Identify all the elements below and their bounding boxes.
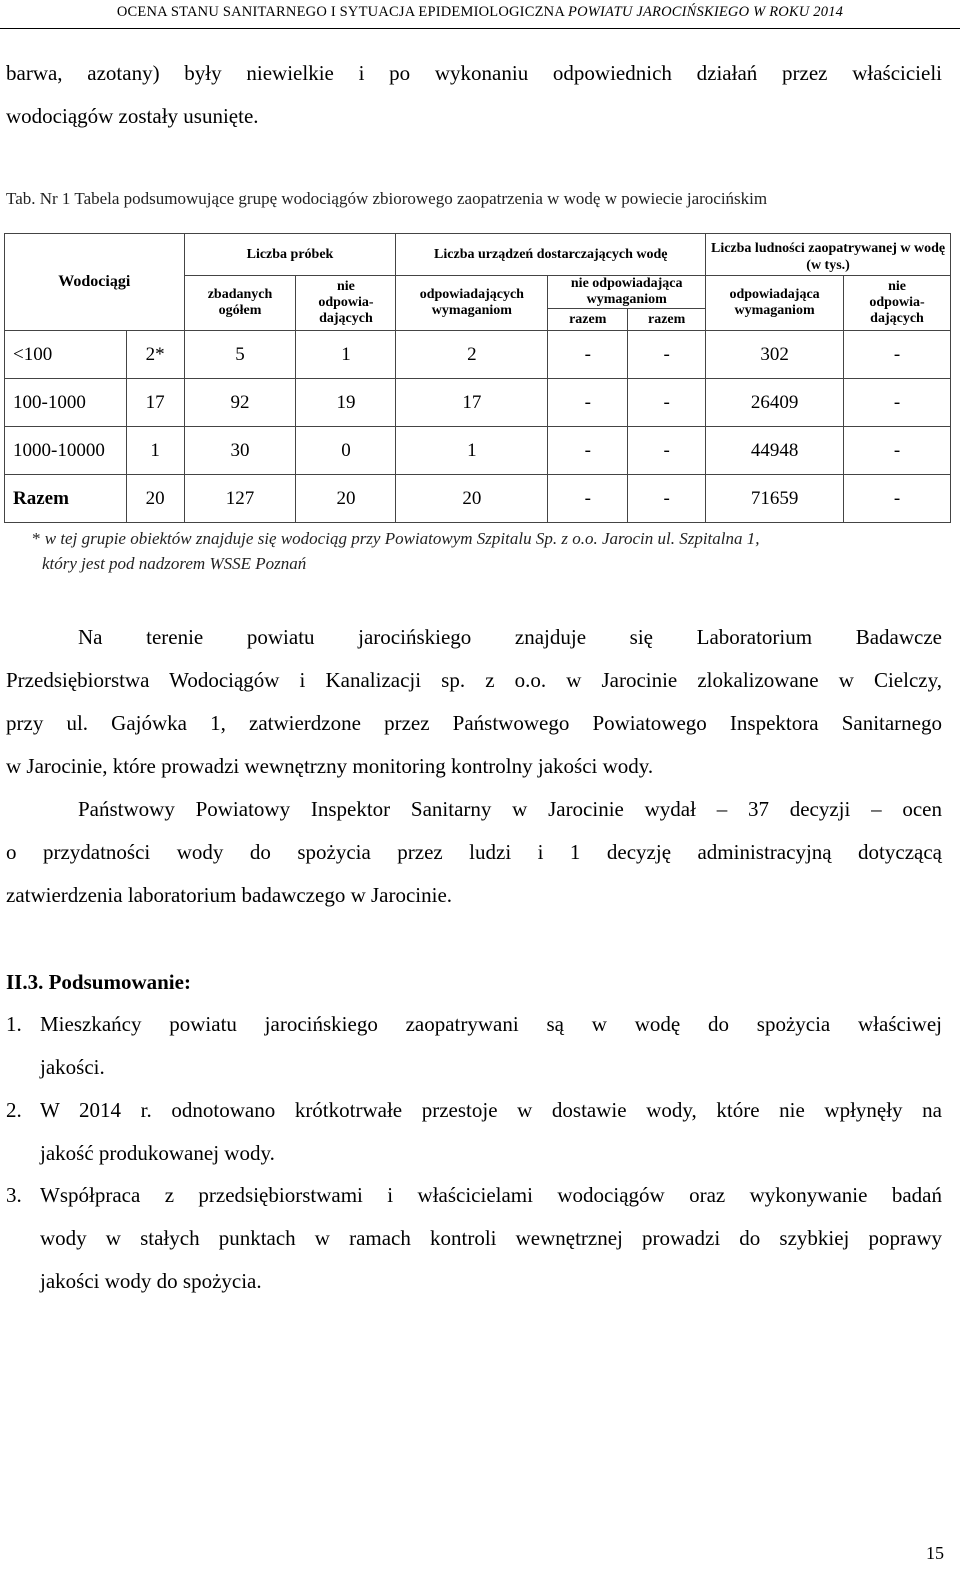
cell: 302 <box>706 331 844 379</box>
list-line: jakość produkowanej wody. <box>40 1141 275 1165</box>
header-liczba-ludnosci: Liczba ludności zaopatrywanej w wodę (w tys.) <box>706 234 951 276</box>
cell: - <box>628 379 706 427</box>
header-wodociagi: Wodociągi <box>5 234 185 331</box>
row-label: 1000-10000 <box>5 427 127 475</box>
list-line: W 2014 r. odnotowano krótkotrwałe przestoje w dostawie wody, które nie wpłynęły na <box>40 1098 942 1122</box>
table-row <box>5 379 951 427</box>
cell: 26409 <box>706 379 844 427</box>
cell: - <box>844 427 951 475</box>
paragraph-ppis-line3: zatwierdzenia laboratorium badawczego w Jarocinie. <box>6 883 453 907</box>
header-odpowiadajacych-wymaganiom: odpowiadających wymaganiom <box>396 276 548 331</box>
list-number: 3. <box>6 1183 22 1207</box>
header-liczba-urzadzen: Liczba urządzeń dostarczających wodę <box>396 234 706 276</box>
header-zbadanych: zbadanych ogółem <box>184 276 296 331</box>
cell: - <box>628 475 706 523</box>
paragraph-ppis-line2: o przydatności wody do spożycia przez ludzi i 1 decyzję administracyjną dotyczącą <box>6 840 942 864</box>
running-header <box>0 0 960 26</box>
cell: 1 <box>126 427 184 475</box>
cell: 20 <box>296 475 396 523</box>
waterworks-table <box>4 233 951 523</box>
list-item <box>6 1089 942 1175</box>
cell: 30 <box>184 427 296 475</box>
header-liczba-probek: Liczba próbek <box>184 234 396 276</box>
cell: - <box>548 379 628 427</box>
page-number: 15 <box>926 1543 944 1563</box>
header-razem-1: razem <box>548 309 628 331</box>
row-label: <100 <box>5 331 127 379</box>
header-divider <box>0 28 960 29</box>
cell: - <box>844 379 951 427</box>
list-line: jakości. <box>40 1055 105 1079</box>
table-footnote <box>32 526 942 576</box>
paragraph-lab-line4: w Jarocinie, które prowadzi wewnętrzny monitoring kontrolny jakości wody. <box>6 754 654 778</box>
cell: 20 <box>396 475 548 523</box>
cell: - <box>844 331 951 379</box>
cell: 17 <box>126 379 184 427</box>
header-nie-odpowiadajaca-wymaganiom: nie odpowiadająca wymaganiom <box>548 276 706 309</box>
header-nie-odpowiadajacych-ludnosc: nie odpowia-dających <box>844 276 951 331</box>
cell: 0 <box>296 427 396 475</box>
list-line: jakości wody do spożycia. <box>40 1269 262 1293</box>
header-nie-odpowiadajacych-probki: nie odpowia-dających <box>296 276 396 331</box>
paragraph-top-line1: barwa, azotany) były niewielkie i po wykonaniu odpowiednich działań przez właścicieli <box>6 61 942 85</box>
row-label: 100-1000 <box>5 379 127 427</box>
cell: 1 <box>296 331 396 379</box>
footnote-marker: * <box>32 529 41 548</box>
cell: 2* <box>126 331 184 379</box>
footnote-line1: w tej grupie obiektów znajduje się wodociąg przy Powiatowym Szpitalu Sp. z o.o. Jarocin ul. Szpitalna 1, <box>40 529 760 548</box>
paragraph-ppis-line1: Państwowy Powiatowy Inspektor Sanitarny w Jarocinie wydał – 37 decyzji – ocen <box>78 797 942 821</box>
cell: - <box>548 427 628 475</box>
cell: - <box>548 331 628 379</box>
cell: - <box>844 475 951 523</box>
header-title-italic: POWIATU JAROCIŃSKIEGO W ROKU 2014 <box>568 4 844 20</box>
cell: 92 <box>184 379 296 427</box>
list-number: 1. <box>6 1012 22 1036</box>
paragraph-top-line2: wodociągów zostały usunięte. <box>6 104 259 128</box>
cell: 2 <box>396 331 548 379</box>
table-caption: Tab. Nr 1 Tabela podsumowujące grupę wodociągów zbiorowego zaopatrzenia w wodę w powiecie jarocińskim <box>6 189 768 208</box>
list-line: Współpraca z przedsiębiorstwami i właścicielami wodociągów oraz wykonywanie badań <box>40 1183 942 1207</box>
paragraph-lab-line1: Na terenie powiatu jarocińskiego znajduje się Laboratorium Badawcze <box>78 625 942 649</box>
paragraph-lab-line2: Przedsiębiorstwa Wodociągów i Kanalizacji sp. z o.o. w Jarocinie zlokalizowane w Cielczy, <box>6 668 942 692</box>
list-item <box>6 1174 942 1303</box>
paragraph-lab-line3: przy ul. Gajówka 1, zatwierdzone przez Państwowego Powiatowego Inspektora Sanitarnego <box>6 711 942 735</box>
cell: 71659 <box>706 475 844 523</box>
table-row <box>5 331 951 379</box>
list-number: 2. <box>6 1098 22 1122</box>
cell: - <box>548 475 628 523</box>
cell: 20 <box>126 475 184 523</box>
cell: - <box>628 331 706 379</box>
footnote-line2: który jest pod nadzorem WSSE Poznań <box>42 554 307 573</box>
cell: 1 <box>396 427 548 475</box>
list-item <box>6 1003 942 1089</box>
cell: 5 <box>184 331 296 379</box>
cell: 127 <box>184 475 296 523</box>
cell: 19 <box>296 379 396 427</box>
table-row-total <box>5 475 951 523</box>
list-line: wody w stałych punktach w ramach kontroli wewnętrznej prowadzi do szybkiej poprawy <box>40 1226 942 1250</box>
header-razem-2: razem <box>628 309 706 331</box>
cell: 44948 <box>706 427 844 475</box>
row-label: Razem <box>5 475 127 523</box>
list-line: Mieszkańcy powiatu jarocińskiego zaopatrywani są w wodę do spożycia właściwej <box>40 1012 942 1036</box>
table-row <box>5 427 951 475</box>
header-odpowiadajaca-ludnosc: odpowiadająca wymaganiom <box>706 276 844 331</box>
header-title-plain: OCENA STANU SANITARNEGO I SYTUACJA EPIDEMIOLOGICZNA <box>116 4 569 20</box>
cell: - <box>628 427 706 475</box>
section-heading: II.3. Podsumowanie: <box>6 970 191 994</box>
cell: 17 <box>396 379 548 427</box>
